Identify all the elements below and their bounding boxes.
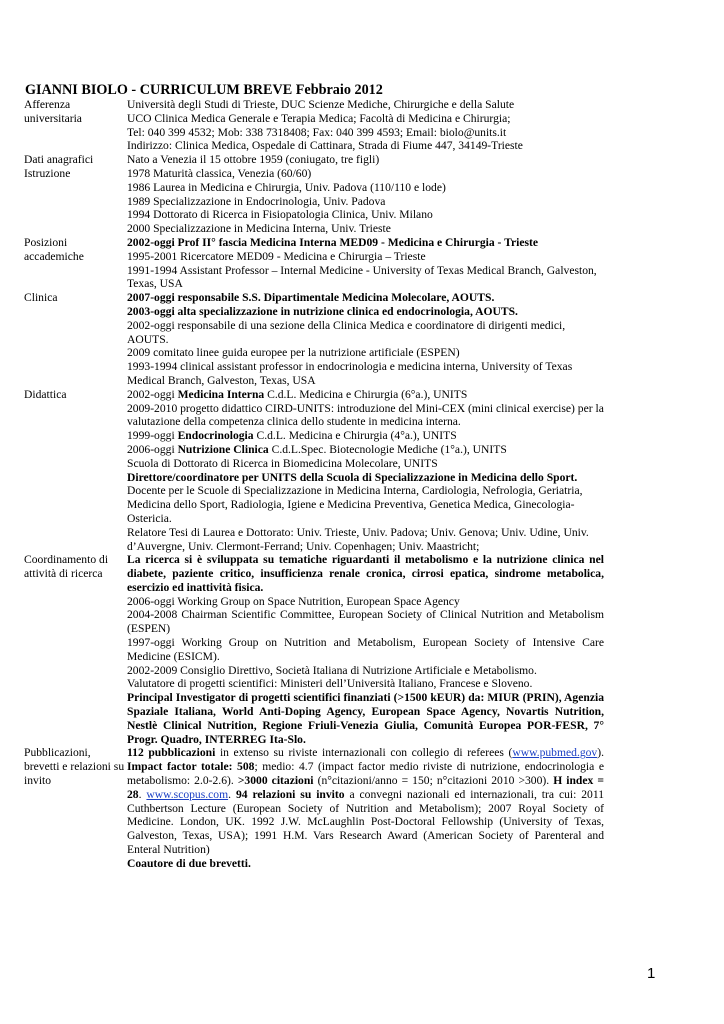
- text-span: C.d.L. Medicina e Chirurgia (4°a.), UNITS: [253, 429, 457, 443]
- text-line: [127, 291, 604, 305]
- bold-text: Nutrizione Clinica: [177, 442, 269, 456]
- section-istruzione: [24, 167, 604, 236]
- scopus-link[interactable]: www.scopus.com: [146, 787, 229, 801]
- text-line: Nato a Venezia il 15 ottobre 1959 (coniugato, tre figli): [127, 153, 380, 167]
- section-body: [127, 553, 604, 746]
- section-body: [127, 746, 604, 870]
- text-span: C.d.L. Medicina e Chirurgia (6°a.), UNITS: [264, 387, 468, 401]
- cv-document: [24, 82, 604, 871]
- bold-text: 2002-oggi Prof II° fascia Medicina Interna MED09 - Medicina e Chirurgia - Trieste: [127, 235, 539, 249]
- text-span: ; medio: 4.7 (impact factor medio riviste di nutrizione, endocrinologia e metabolismo: 2.0-2.6).: [127, 760, 605, 788]
- page-number: 1: [647, 965, 656, 982]
- section-label: Posizioni accademiche: [24, 235, 84, 263]
- section-label: Clinica: [24, 291, 58, 305]
- text-line: 2002-oggi responsabile di una sezione della Clinica Medica e coordinatore di dirigenti medici, AOUTS.: [127, 318, 566, 346]
- section-label: Afferenza universitaria: [24, 98, 82, 125]
- text-line: Tel: 040 399 4532; Mob: 338 7318408; Fax: 040 399 4593; Email: biolo@units.it: [127, 125, 507, 139]
- text-line: 2002-2009 Consiglio Direttivo, Società Italiana di Nutrizione Artificiale e Metabolismo.: [127, 663, 537, 677]
- document-title: GIANNI BIOLO - CURRICULUM BREVE Febbraio 2012: [25, 82, 383, 98]
- text-line: Relatore Tesi di Laurea e Dottorato: Univ. Trieste, Univ. Padova; Univ. Genova; Univ. Udine, Univ. d’Auvergne, Univ. Clermont-Ferrand; Univ. Copenhagen; Univ. Maastricht;: [127, 525, 589, 553]
- section-label: Dati anagrafici: [24, 153, 94, 167]
- section-didattica: [24, 388, 604, 554]
- section-anagrafici: [24, 153, 604, 167]
- bold-text: Coautore di due brevetti.: [127, 856, 251, 870]
- bold-text: Medicina Interna: [177, 387, 265, 401]
- bold-text: Principal Investigator di progetti scientifici finanziati (>1500 kEUR) da: MIUR (PRIN), Agenzia Spaziale Italiana, World Anti-Doping Agency, European Space Agency, Novartis Nutrition, Nestlè Clinical Nutrition, Regione Friuli-Venezia Giulia, Comunità Europea POR-FESR, 7° Progr. Quadro, INTERREG Ita-Slo.: [127, 691, 604, 746]
- text-line: 2006-oggi Working Group on Space Nutrition, European Space Agency: [127, 594, 460, 608]
- section-body: [127, 291, 604, 388]
- text-line: 1989 Specializzazione in Endocrinologia, Univ. Padova: [127, 194, 386, 208]
- text-line: [127, 236, 604, 250]
- bold-text: H index = 28: [127, 774, 604, 801]
- bold-text: 112 pubblicazioni: [127, 746, 216, 760]
- section-label: Pubblicazioni, brevetti e relazioni su invito: [24, 746, 125, 788]
- text-span: 2002-oggi: [127, 387, 178, 401]
- section-ricerca: [24, 553, 604, 746]
- section-body: [127, 388, 604, 554]
- text-line: [127, 388, 604, 402]
- text-line: 1994 Dottorato di Ricerca in Fisiopatologia Clinica, Univ. Milano: [127, 208, 433, 222]
- text-line: 1991-1994 Assistant Professor – Internal Medicine - University of Texas Medical Branch, Galveston, Texas, USA: [127, 263, 597, 291]
- section-afferenza: [24, 98, 604, 153]
- text-line: Valutatore di progetti scientifici: Ministeri dell’Università Italiano, Francese e Sloveno.: [127, 677, 533, 691]
- bold-text: 2007-oggi responsabile S.S. Dipartimentale Medicina Molecolare, AOUTS.: [127, 291, 495, 305]
- text-span: ).: [597, 746, 604, 760]
- text-line: [127, 305, 604, 319]
- section-clinica: [24, 291, 604, 388]
- text-line: 1986 Laurea in Medicina e Chirurgia, Univ. Padova (110/110 e lode): [127, 180, 446, 194]
- pubmed-link[interactable]: www.pubmed.gov: [512, 746, 598, 760]
- bold-text: 94 relazioni su invito: [235, 787, 345, 801]
- text-line: 2000 Specializzazione in Medicina Interna, Univ. Trieste: [127, 222, 391, 236]
- section-label: Didattica: [24, 387, 67, 401]
- text-paragraph: [127, 746, 604, 856]
- text-span: C.d.L.Spec. Biotecnologie Mediche (1°a.), UNITS: [268, 442, 507, 456]
- bold-text: 2003-oggi alta specializzazione in nutrizione clinica ed endocrinologia, AOUTS.: [127, 304, 518, 318]
- text-span: Docente per le Scuole di Specializzazione in Medicina Interna, Cardiologia, Nefrologia, Geriatria, Medicina dello Sport, Radiologia, Igiene e Medicina Preventiva, Genetica Medica, Ginecologia-Ostericia.: [127, 484, 583, 525]
- bold-text: Direttore/coordinatore per UNITS della Scuola di Specializzazione in Medicina dello Sport.: [127, 470, 578, 484]
- text-line: 1995-2001 Ricercatore MED09 - Medicina e Chirurgia – Trieste: [127, 249, 426, 263]
- text-line: [127, 471, 604, 526]
- section-label: Coordinamento di attività di ricerca: [24, 553, 109, 581]
- text-span: .: [138, 787, 147, 801]
- text-line: 1978 Maturità classica, Venezia (60/60): [127, 166, 312, 180]
- bold-text: Impact factor totale: 508: [127, 760, 255, 774]
- text-line: [127, 857, 604, 871]
- section-posizioni: [24, 236, 604, 291]
- text-line: 2004-2008 Chairman Scientific Committee, European Society of Clinical Nutrition and Metabolism (ESPEN): [127, 608, 604, 636]
- section-body: [127, 236, 604, 291]
- bold-text: Endocrinologia: [177, 429, 254, 443]
- text-line: Università degli Studi di Trieste, DUC Scienze Mediche, Chirurgiche e della Salute: [127, 98, 515, 111]
- text-line: [127, 691, 604, 746]
- bold-text: >3000 citazioni: [237, 774, 314, 788]
- text-span: 1999-oggi: [127, 429, 178, 443]
- bold-text: La ricerca si è sviluppata su tematiche riguardanti il metabolismo e la nutrizione clinica nel diabete, paziente critico, insufficienza renale cronica, cirrosi epatica, sindrome metabolica, esercizio ed inattività fisica.: [127, 553, 604, 594]
- text-line: [127, 553, 604, 594]
- text-span: a convegni nazionali ed internazionali, tra cui: 2011 Cuthbertson Lecture (European Society of Nutrition and Metabolism); 2007 Royal Society of Medicine. London, UK. 1992 J.W. McLaughlin Post-Doctoral Fellowship (University of Texas, Galveston, Texas, USA); 1991 H.M. Vars Research Award (American Society of Parenteral and Enteral Nutrition): [127, 787, 605, 857]
- text-span: in extenso su riviste internazionali con collegio di referees (: [215, 746, 513, 760]
- section-body: [127, 167, 604, 236]
- text-line: 2009-2010 progetto didattico CIRD-UNITS: introduzione del Mini-CEX (mini clinical exercise) per la valutazione della competenza clinica dello studente in medicina interna.: [127, 401, 604, 429]
- text-line: [127, 443, 604, 457]
- section-body: [127, 153, 604, 167]
- text-line: Indirizzo: Clinica Medica, Ospedale di Cattinara, Strada di Fiume 447, 34149-Trieste: [127, 139, 523, 153]
- text-line: UCO Clinica Medica Generale e Terapia Medica; Facoltà di Medicina e Chirurgia;: [127, 111, 511, 125]
- text-span: .: [228, 787, 236, 801]
- text-line: Scuola di Dottorato di Ricerca in Biomedicina Molecolare, UNITS: [127, 456, 438, 470]
- text-line: 2009 comitato linee guida europee per la nutrizione artificiale (ESPEN): [127, 346, 460, 360]
- text-line: [127, 429, 604, 443]
- text-line: 1997-oggi Working Group on Nutrition and Metabolism, European Society of Intensive Care Medicine (ESICM).: [127, 636, 604, 663]
- text-span: (n°citazioni/anno = 150; n°citazioni 2010 >300).: [313, 774, 554, 788]
- text-span: 2006-oggi: [127, 442, 178, 456]
- section-body: [127, 98, 604, 153]
- section-label: Istruzione: [24, 166, 71, 180]
- text-line: 1993-1994 clinical assistant professor in endocrinologia e medicina interna, University of Texas Medical Branch, Galveston, Texas, USA: [127, 360, 573, 387]
- section-pubblicazioni: [24, 746, 604, 870]
